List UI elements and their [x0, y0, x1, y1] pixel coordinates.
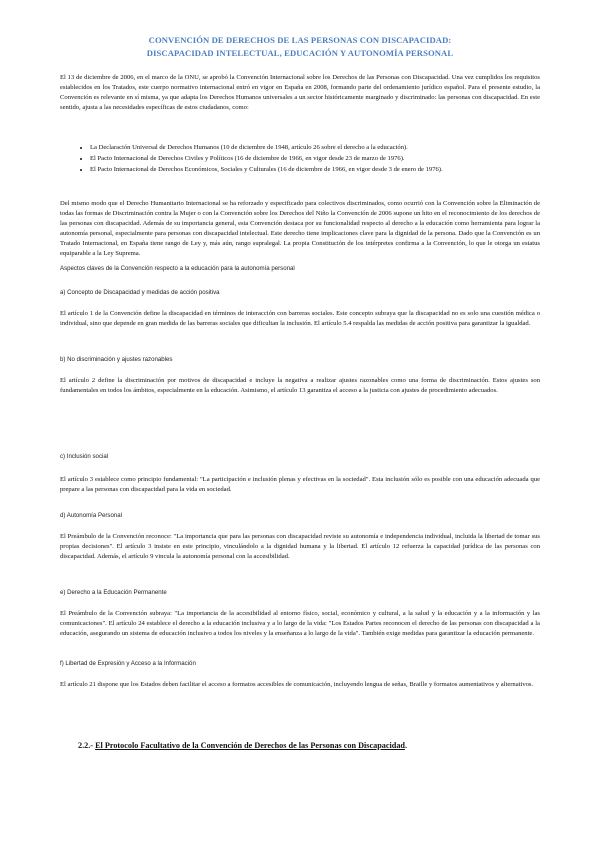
section-b-text: El artículo 2 define la discriminación por motivos de discapacidad e incluye la negativa a realizar ajustes razonables como una forma de discriminación. Estos ajustes son fundamentales en todos los ámbitos, especialmente en la educación. Asimismo, el artículo 13 garantiza el acceso a la justicia con ajustes de procedimiento adecuados. [60, 377, 540, 395]
intro-paragraph: El 13 de diciembre de 2006, en el marco de la ONU, se aprobó la Convención Internacional sobre los Derechos de las Personas con Discapacidad. Una vez cumplidos los requisitos establecidos en los Tratados, este cuerpo normativo internacional entró en vigor en España en 2008, formando parte del ordenamiento jurídico español. Para el presente estudio, la Convención es relevante en sí misma, ya que adapta los Derechos Humanos universales a un sector históricamente marginado y discriminado: las personas con discapacidad. En este sentido, ajusta a las necesidades específicas de estos ciudadanos, como: [60, 74, 540, 112]
bullet-item: • El Pacto Internacional de Derechos Civiles y Políticos (16 de diciembre de 1966, en vigor desde 23 de marzo de 1976). [90, 154, 542, 164]
section-title-end: . [404, 741, 408, 750]
paragraph-2: Del mismo modo que el Derecho Humanitario Internacional se ha reforzado y especificado para colectivos discriminados, como ocurrió con la Convención sobre la Eliminación de todas las formas de Discriminación contra la Mujer o con la Convención sobre los Derechos del Niño la Convención de 2006 supone un hito en el reconocimiento de los derechos de las personas con discapacidad. Además de su importancia general, esta Convención destaca por su funcionalidad respecto al derecho a la educación como herramienta para lograr la autonomía personal, especialmente para personas con discapacidad intelectual. Este derecho tiene implicaciones clave para la dignidad de la persona. Dado que la Convención es un Tratado Internacional, en España tiene rango de Ley y, más aún, rango supralegal. La propia Constitución de los intérpretes confirma a la Convención, lo que le otorga un estatus equiparable a la Ley Suprema. [60, 200, 540, 258]
section-f-heading: f) Libertad de Expresión y Acceso a la Información [60, 660, 196, 667]
section-c-heading: c) Inclusión social [60, 453, 109, 460]
section-c-text: El artículo 3 establece como principio fundamental: "La participación e inclusión plenas y efectivas en la sociedad". Esta inclusión sólo es posible con una educación adecuada que prepare a las personas con discapacidad para la vida en sociedad. [60, 476, 540, 494]
section-2-2-heading [78, 741, 407, 750]
section-e-text: El Preámbulo de la Convención subraya: "La importancia de la accesibilidad al entorno físico, social, económico y cultural, a la salud y la educación y a la información y las comunicaciones". El artículo 24 establece el derecho a la educación inclusiva y a lo largo de la vida: "Los Estados Partes reconocen el derecho de las personas con discapacidad a la educación, asegurando un sistema de educación inclusivo a todos los niveles y la enseñanza a lo largo de la vida". También exige medidas para garantizar la educación permanente. [60, 610, 540, 638]
bullet-list [78, 143, 542, 176]
bullet-item: • La Declaración Universal de Derechos Humanos (10 de diciembre de 1948, artículo 26 sobre el derecho a la educación). [90, 143, 542, 153]
document-title-line-2: DISCAPACIDAD INTELECTUAL, EDUCACIÓN Y AUTONOMÍA PERSONAL [146, 48, 454, 58]
section-b-heading: b) No discriminación y ajustes razonables [60, 356, 173, 363]
document-title-line-1: CONVENCIÓN DE DERECHOS DE LAS PERSONAS CON DISCAPACIDAD: [148, 35, 452, 45]
section-a-text: El artículo 1 de la Convención define la discapacidad en términos de interacción con barreras sociales. Este concepto subraya que la discapacidad no es solo una cuestión médica o individual, sino que depende en gran medida de las barreras sociales que dificultan la inclusión. El artículo 5.4 respalda las medidas de acción positiva para garantizar la igualdad. [60, 310, 540, 328]
section-f-text: El artículo 21 dispone que los Estados deben facilitar el acceso a formatos accesibles de comunicación, incluyendo lengua de señas, Braille y formatos aumentativos y alternativos. [60, 681, 534, 688]
section-title: El Protocolo Facultativo de la Convención de Derechos de las Personas con Discapacidad [95, 741, 405, 750]
section-a-heading: a) Concepto de Discapacidad y medidas de acción positiva [60, 289, 220, 296]
section-d-heading: d) Autonomía Personal [60, 512, 122, 519]
section-d-text: El Preámbulo de la Convención reconoce: "La importancia que para las personas con discapacidad reviste su autonomía e independencia individual, incluida la libertad de tomar sus propias decisiones". El artículo 3 insiste en este principio, vinculándolo a la dignidad humana y la libertad. El artículo 12 refuerza la capacidad jurídica de las personas con discapacidad. Además, el artículo 9 vincula la autonomía personal con la accesibilidad. [60, 533, 540, 561]
section-number: 2.2.- [78, 741, 94, 750]
bullet-item: • El Pacto Internacional de Derechos Económicos, Sociales y Culturales (16 de diciembre de 1966, en vigor desde 3 de enero de 1976). [90, 165, 542, 175]
section-e-heading: e) Derecho a la Educación Permanente [60, 589, 167, 596]
aspects-heading: Aspectos claves de la Convención respecto a la educación para la autonomía personal [60, 265, 295, 272]
